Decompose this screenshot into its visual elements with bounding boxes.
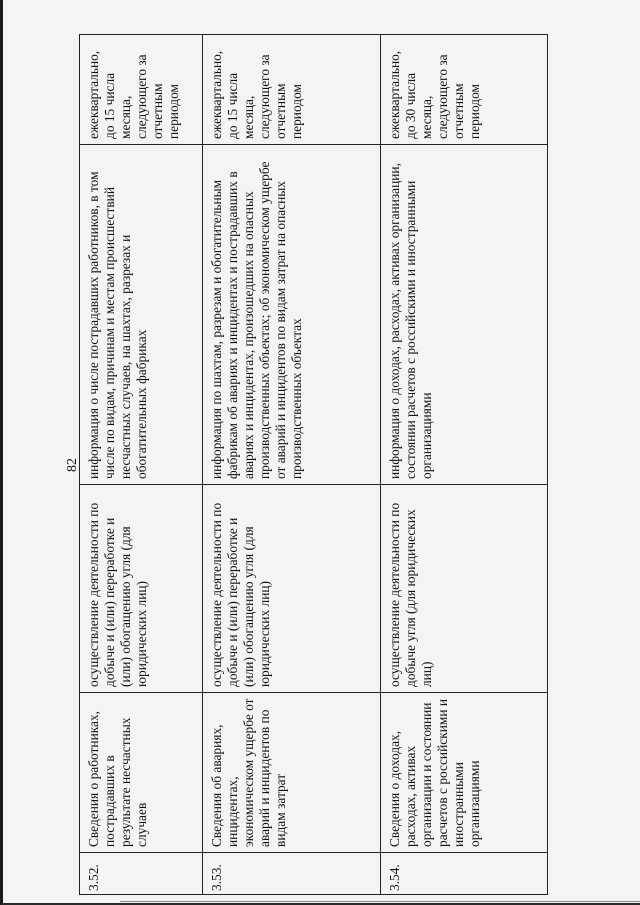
reporting-subject: осуществление деятельности по добыче и (или) переработке и (или) обогащению угля (для юридических лиц) <box>203 485 381 693</box>
report-deadline: ежеквартально, до 15 числа месяца, следующего за отчетным периодом <box>203 35 381 145</box>
report-content: информация по шахтам, разрезам и обогатительным фабрикам об авариях и инцидентах и пострадавших в авариях и инцидентах, произошедших на опасных производственных объектах; об экономическом ущербе от аварий и инцидентов по видам затрат на опасных производственных объектах <box>203 145 381 485</box>
table-row <box>203 35 381 895</box>
report-name: Сведения о работниках, пострадавших в результате несчастных случаев <box>80 693 203 853</box>
row-number: 3.52. <box>80 853 203 895</box>
row-number: 3.53. <box>203 853 381 895</box>
report-deadline: ежеквартально, до 30 числа месяца, следующего за отчетным периодом <box>381 35 548 145</box>
report-content: информация о числе пострадавших работников, в том числе по видам, причинам и местам происшествий несчастных случаев, на шахтах, разрезах и обогатительных фабриках <box>80 145 203 485</box>
table-row <box>381 35 548 895</box>
reporting-subject: осуществление деятельности по добыче угля (для юридических лиц) <box>381 485 548 693</box>
row-number: 3.54. <box>381 853 548 895</box>
report-name: Сведения о доходах, расходах, активах организации и состоянии расчетов с российскими и иностранными организациями <box>381 693 548 853</box>
page-number: 82 <box>65 458 80 472</box>
report-name: Сведения об авариях, инцидентах, экономическом ущербе от аварий и инцидентов по видам затрат <box>203 693 381 853</box>
table-row <box>80 35 203 895</box>
reports-table <box>79 34 548 895</box>
rotated-page-content <box>60 35 560 895</box>
report-deadline: ежеквартально, до 15 числа месяца, следующего за отчетным периодом <box>80 35 203 145</box>
scan-artifact-line <box>120 901 640 902</box>
report-content: информация о доходах, расходах, активах организации, состоянии расчетов с российскими и иностранными организациями <box>381 145 548 485</box>
reporting-subject: осуществление деятельности по добыче и (или) переработке и (или) обогащению угля (для юридических лиц) <box>80 485 203 693</box>
